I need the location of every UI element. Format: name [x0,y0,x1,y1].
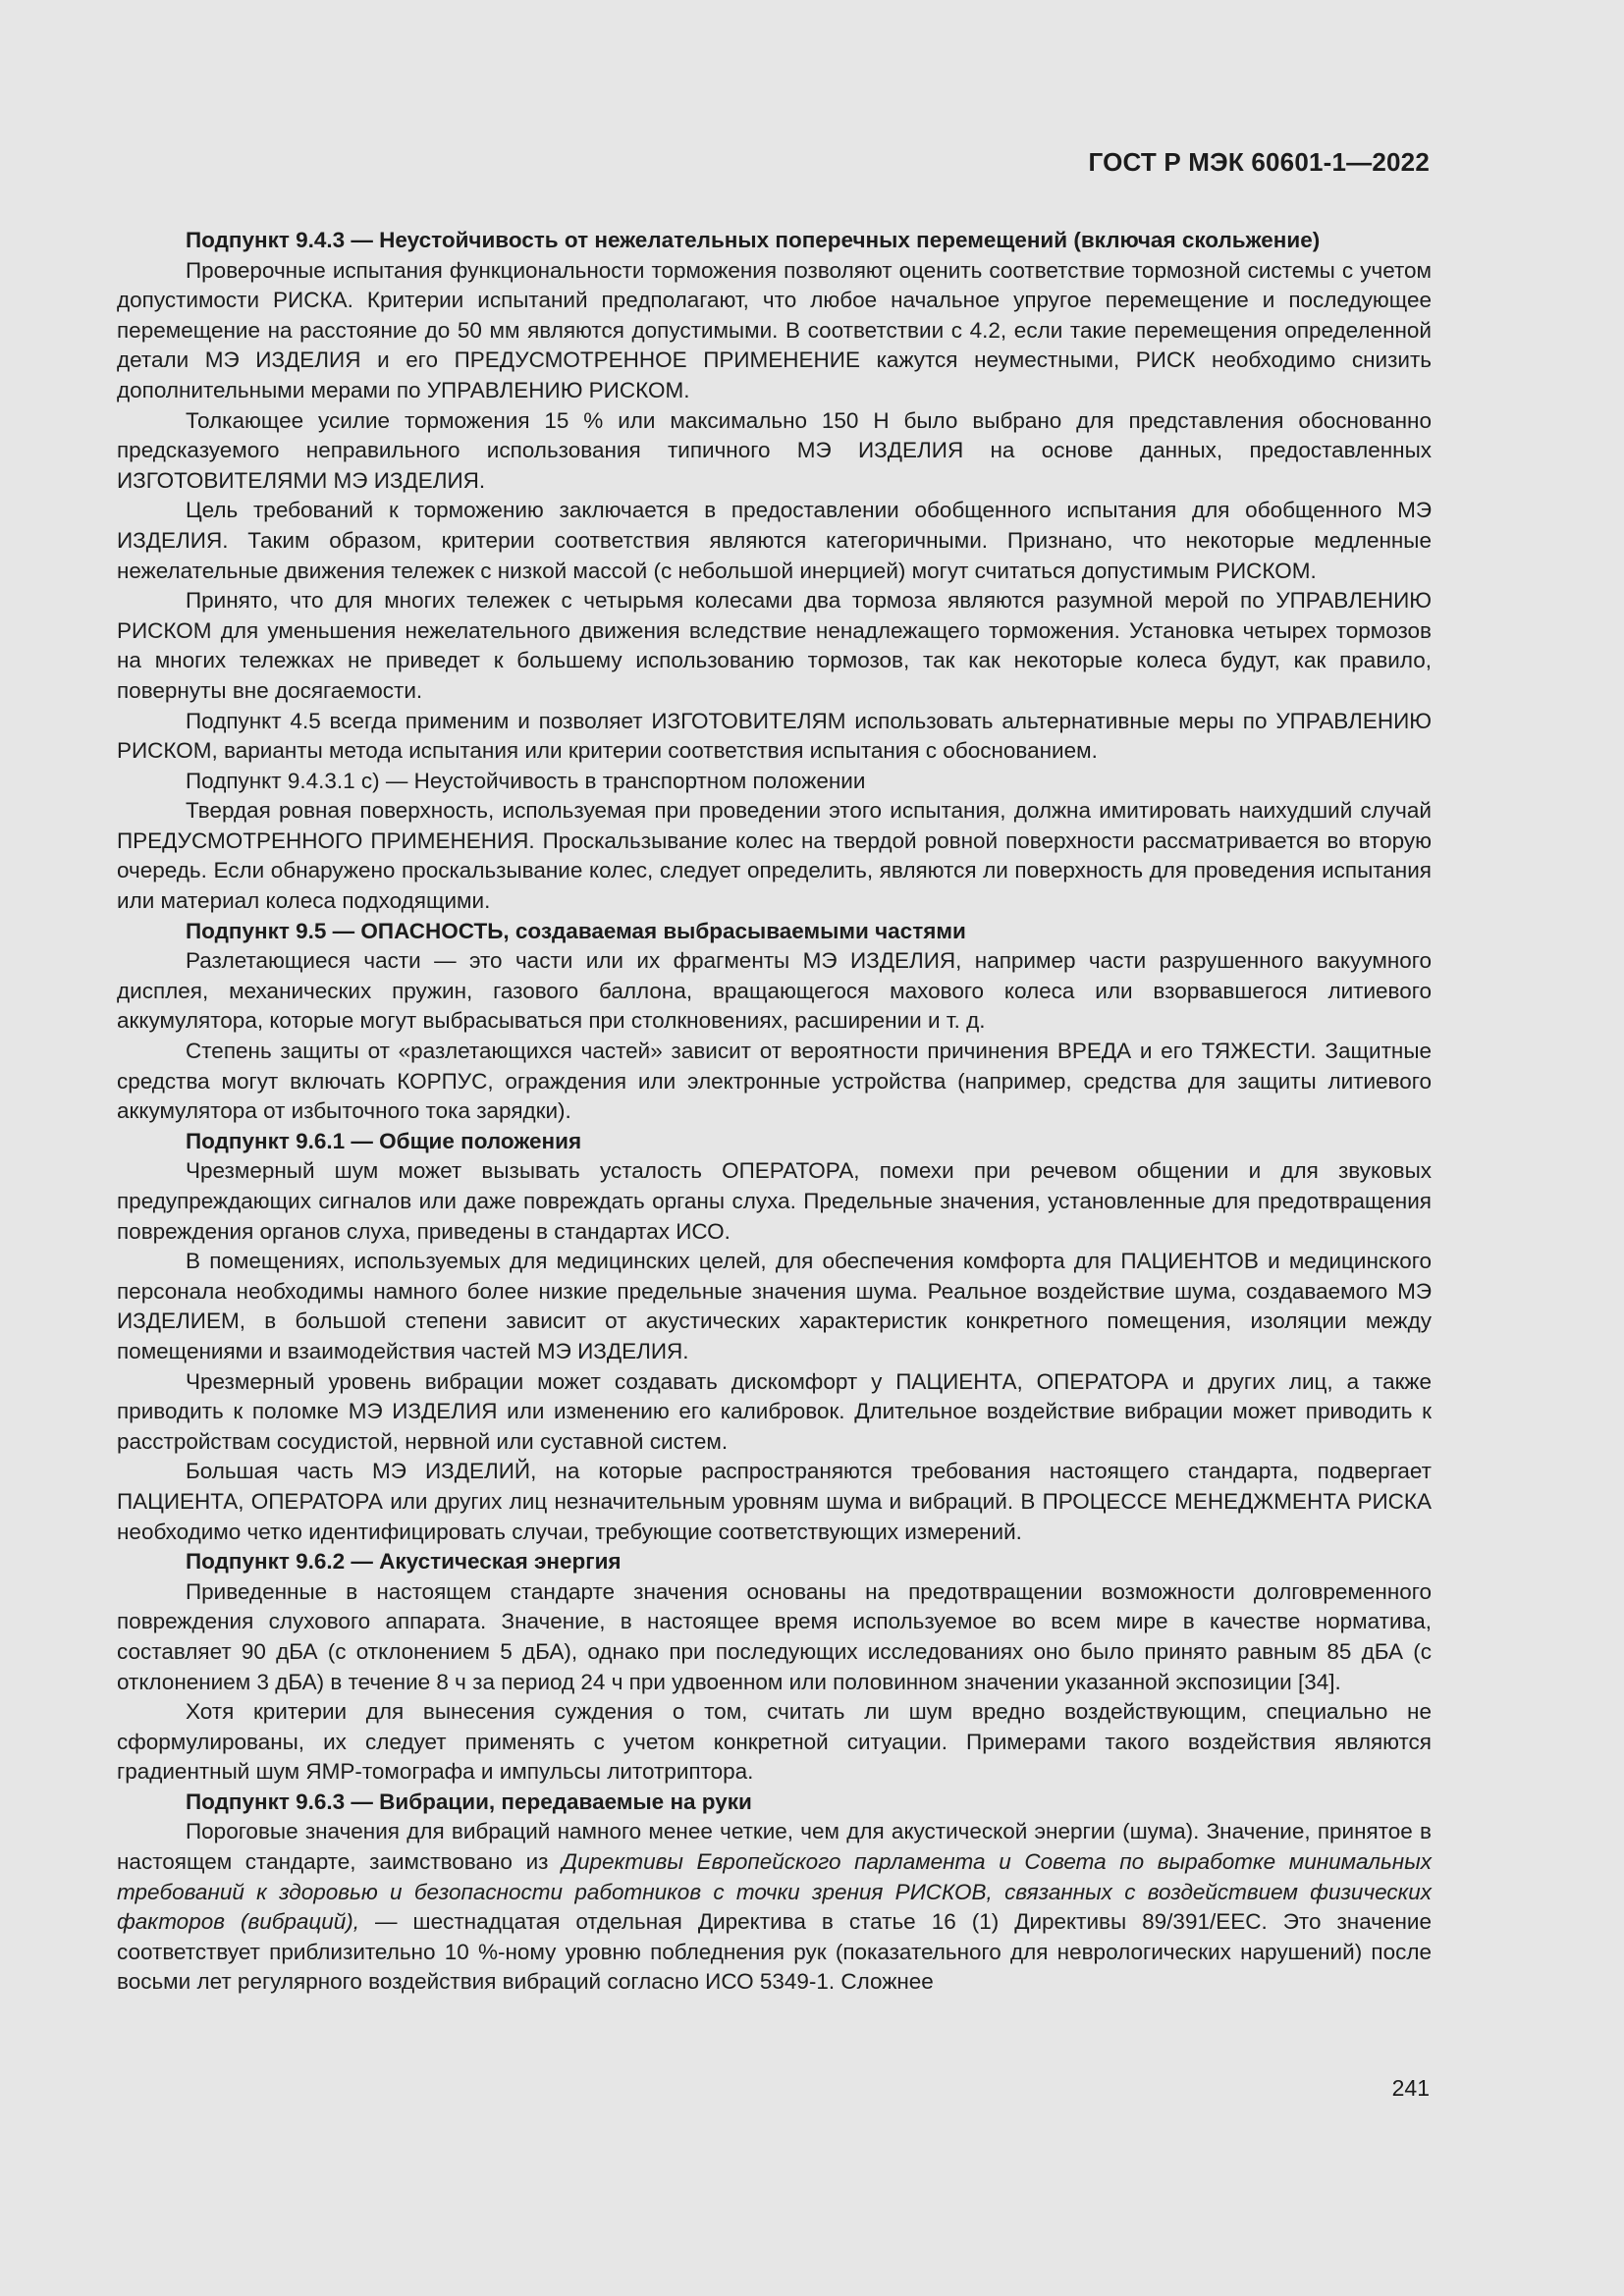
section-heading: Подпункт 9.6.1 — Общие положения [186,1128,582,1153]
section-heading: Подпункт 9.6.2 — Акустическая энергия [186,1549,622,1575]
paragraph: Твердая ровная поверхность, используемая при проведении этого испытания, должна имитировать наихудший случай ПРЕДУСМОТРЕННОГО ПРИМЕНЕНИЯ. Проскальзывание колес на твердой ровной поверхности рассматривается во вторую очередь. Если обнаружено проскальзывание колес, следует определить, являются ли поверхность для проведения испытания или материал колеса подходящими. [117,798,1432,914]
directive-title: Директивы Европейского парламента и Совета по выработке минимальных требований к здоровью и безопасности работников с точки зрения РИСКОВ, связанных с воздействием физических факторов (вибраций), [117,1849,1433,1935]
section-heading: Подпункт 9.6.3 — Вибрации, передаваемые на руки [186,1789,752,1814]
paragraph-last [117,1817,1432,1998]
paragraph: Приведенные в настоящем стандарте значения основаны на предотвращении возможности долговременного повреждения слухового аппарата. Значение, в настоящее время используемое во всем мире в качестве норматива, составляет 90 дБА (с отклонением 5 дБА), однако при последующих исследованиях оно было принято равным 85 дБА (с отклонением 3 дБА) в течение 8 ч за период 24 ч при удвоенном или половинном значении указанной экспозиции [34]. [117,1578,1432,1694]
section-heading: Подпункт 9.5 — ОПАСНОСТЬ, создаваемая выбрасываемыми частями [186,918,966,943]
paragraph: Цель требований к торможению заключается в предоставлении обобщенного испытания для обобщенного МЭ ИЗДЕЛИЯ. Таким образом, критерии соответствия являются категоричными. Признано, что некоторые медленные нежелательные движения тележек с низкой массой (с небольшой инерцией) могут считаться допустимым РИСКОМ. [117,498,1432,583]
paragraph: Чрезмерный уровень вибрации может создавать дискомфорт у ПАЦИЕНТА, ОПЕРАТОРА и других лиц, а также приводить к поломке МЭ ИЗДЕЛИЯ или изменению его калибровок. Длительное воздействие вибрации может приводить к расстройствам сосудистой, нервной или суставной систем. [117,1368,1432,1454]
paragraph: Проверочные испытания функциональности торможения позволяют оценить соответствие тормозной системы с учетом допустимости РИСКА. Критерии испытаний предполагают, что любое начальное упругое перемещение и последующее перемещение на расстояние до 50 мм являются допустимыми. В соответствии с 4.2, если такие перемещения определенной детали МЭ ИЗДЕЛИЯ и его ПРЕДУСМОТРЕННОЕ ПРИМЕНЕНИЕ кажутся неуместными, РИСК необходимо снизить дополнительными мерами по УПРАВЛЕНИЮ РИСКОМ. [117,257,1432,402]
paragraph: Подпункт 9.4.3.1 с) — Неустойчивость в транспортном положении [186,768,866,793]
paragraph: Разлетающиеся части — это части или их фрагменты МЭ ИЗДЕЛИЯ, например части разрушенного вакуумного дисплея, механических пружин, газового баллона, вращающегося махового колеса или взорвавшегося литиевого аккумулятора, которые могут выбрасываться при столкновениях, расширении и т. д. [117,948,1432,1034]
page-number: 241 [1391,2075,1430,2101]
paragraph: Степень защиты от «разлетающихся частей» зависит от вероятности причинения ВРЕДА и его ТЯЖЕСТИ. Защитные средства могут включать КОРПУС, ограждения или электронные устройства (например, средства для защиты литиевого аккумулятора от избыточного тока зарядки). [117,1039,1432,1124]
paragraph: Толкающее усилие торможения 15 % или максимально 150 Н было выбрано для представления обоснованно предсказуемого неправильного использования типичного МЭ ИЗДЕЛИЯ на основе данных, предоставленных ИЗГОТОВИТЕЛЯМИ МЭ ИЗДЕЛИЯ. [117,407,1432,493]
standard-header: ГОСТ Р МЭК 60601-1—2022 [1088,147,1430,177]
paragraph: Большая часть МЭ ИЗДЕЛИЙ, на которые распространяются требования настоящего стандарта, подвергает ПАЦИЕНТА, ОПЕРАТОРА или других лиц незначительным уровням шума и вибраций. В ПРОЦЕССЕ МЕНЕДЖМЕНТА РИСКА необходимо четко идентифицировать случаи, требующие соответствующих измерений. [117,1459,1432,1544]
paragraph-last-text: Пороговые значения для вибраций намного менее четкие, чем для акустической энергии (шума). Значение, принятое в настоящем стандарте, заимствовано из [117,1819,1432,1875]
document-body [117,226,1432,1998]
paragraph: Подпункт 4.5 всегда применим и позволяет ИЗГОТОВИТЕЛЯМ использовать альтернативные меры по УПРАВЛЕНИЮ РИСКОМ, варианты метода испытания или критерии соответствия испытания с обоснованием. [117,708,1432,764]
section-heading: Подпункт 9.4.3 — Неустойчивость от нежелательных поперечных перемещений (включая скольжение) [186,228,1321,252]
paragraph: В помещениях, используемых для медицинских целей, для обеспечения комфорта для ПАЦИЕНТОВ и медицинского персонала необходимы намного более низкие предельные значения шума. Реальное воздействие шума, создаваемого МЭ ИЗДЕЛИЕМ, в большой степени зависит от акустических характеристик конкретного помещения, изоляции между помещениями и взаимодействия частей МЭ ИЗДЕЛИЯ. [117,1249,1432,1363]
paragraph-last-tail: — шестнадцатая отдельная Директива в статье 16 (1) Директивы 89/391/EEC. Это значение соответствует приблизительно 10 %-ному уровню побледнения рук (показательного для неврологических нарушений) после восьми лет регулярного воздействия вибраций согласно ИСО 5349-1. Сложнее [117,1909,1432,1995]
paragraph: Принято, что для многих тележек с четырьмя колесами два тормоза являются разумной мерой по УПРАВЛЕНИЮ РИСКОМ для уменьшения нежелательного движения вследствие ненадлежащего торможения. Установка четырех тормозов на многих тележках не приведет к большему использованию тормозов, так как некоторые колеса будут, как правило, повернуты вне досягаемости. [117,588,1432,703]
paragraph: Чрезмерный шум может вызывать усталость ОПЕРАТОРА, помехи при речевом общении и для звуковых предупреждающих сигналов или даже повреждать органы слуха. Предельные значения, установленные для предотвращения повреждения органов слуха, приведены в стандартах ИСО. [117,1158,1432,1244]
paragraph: Хотя критерии для вынесения суждения о том, считать ли шум вредно воздействующим, специально не сформулированы, их следует применять с учетом конкретной ситуации. Примерами такого воздействия являются градиентный шум ЯМР-томографа и импульсы литотриптора. [117,1699,1432,1785]
